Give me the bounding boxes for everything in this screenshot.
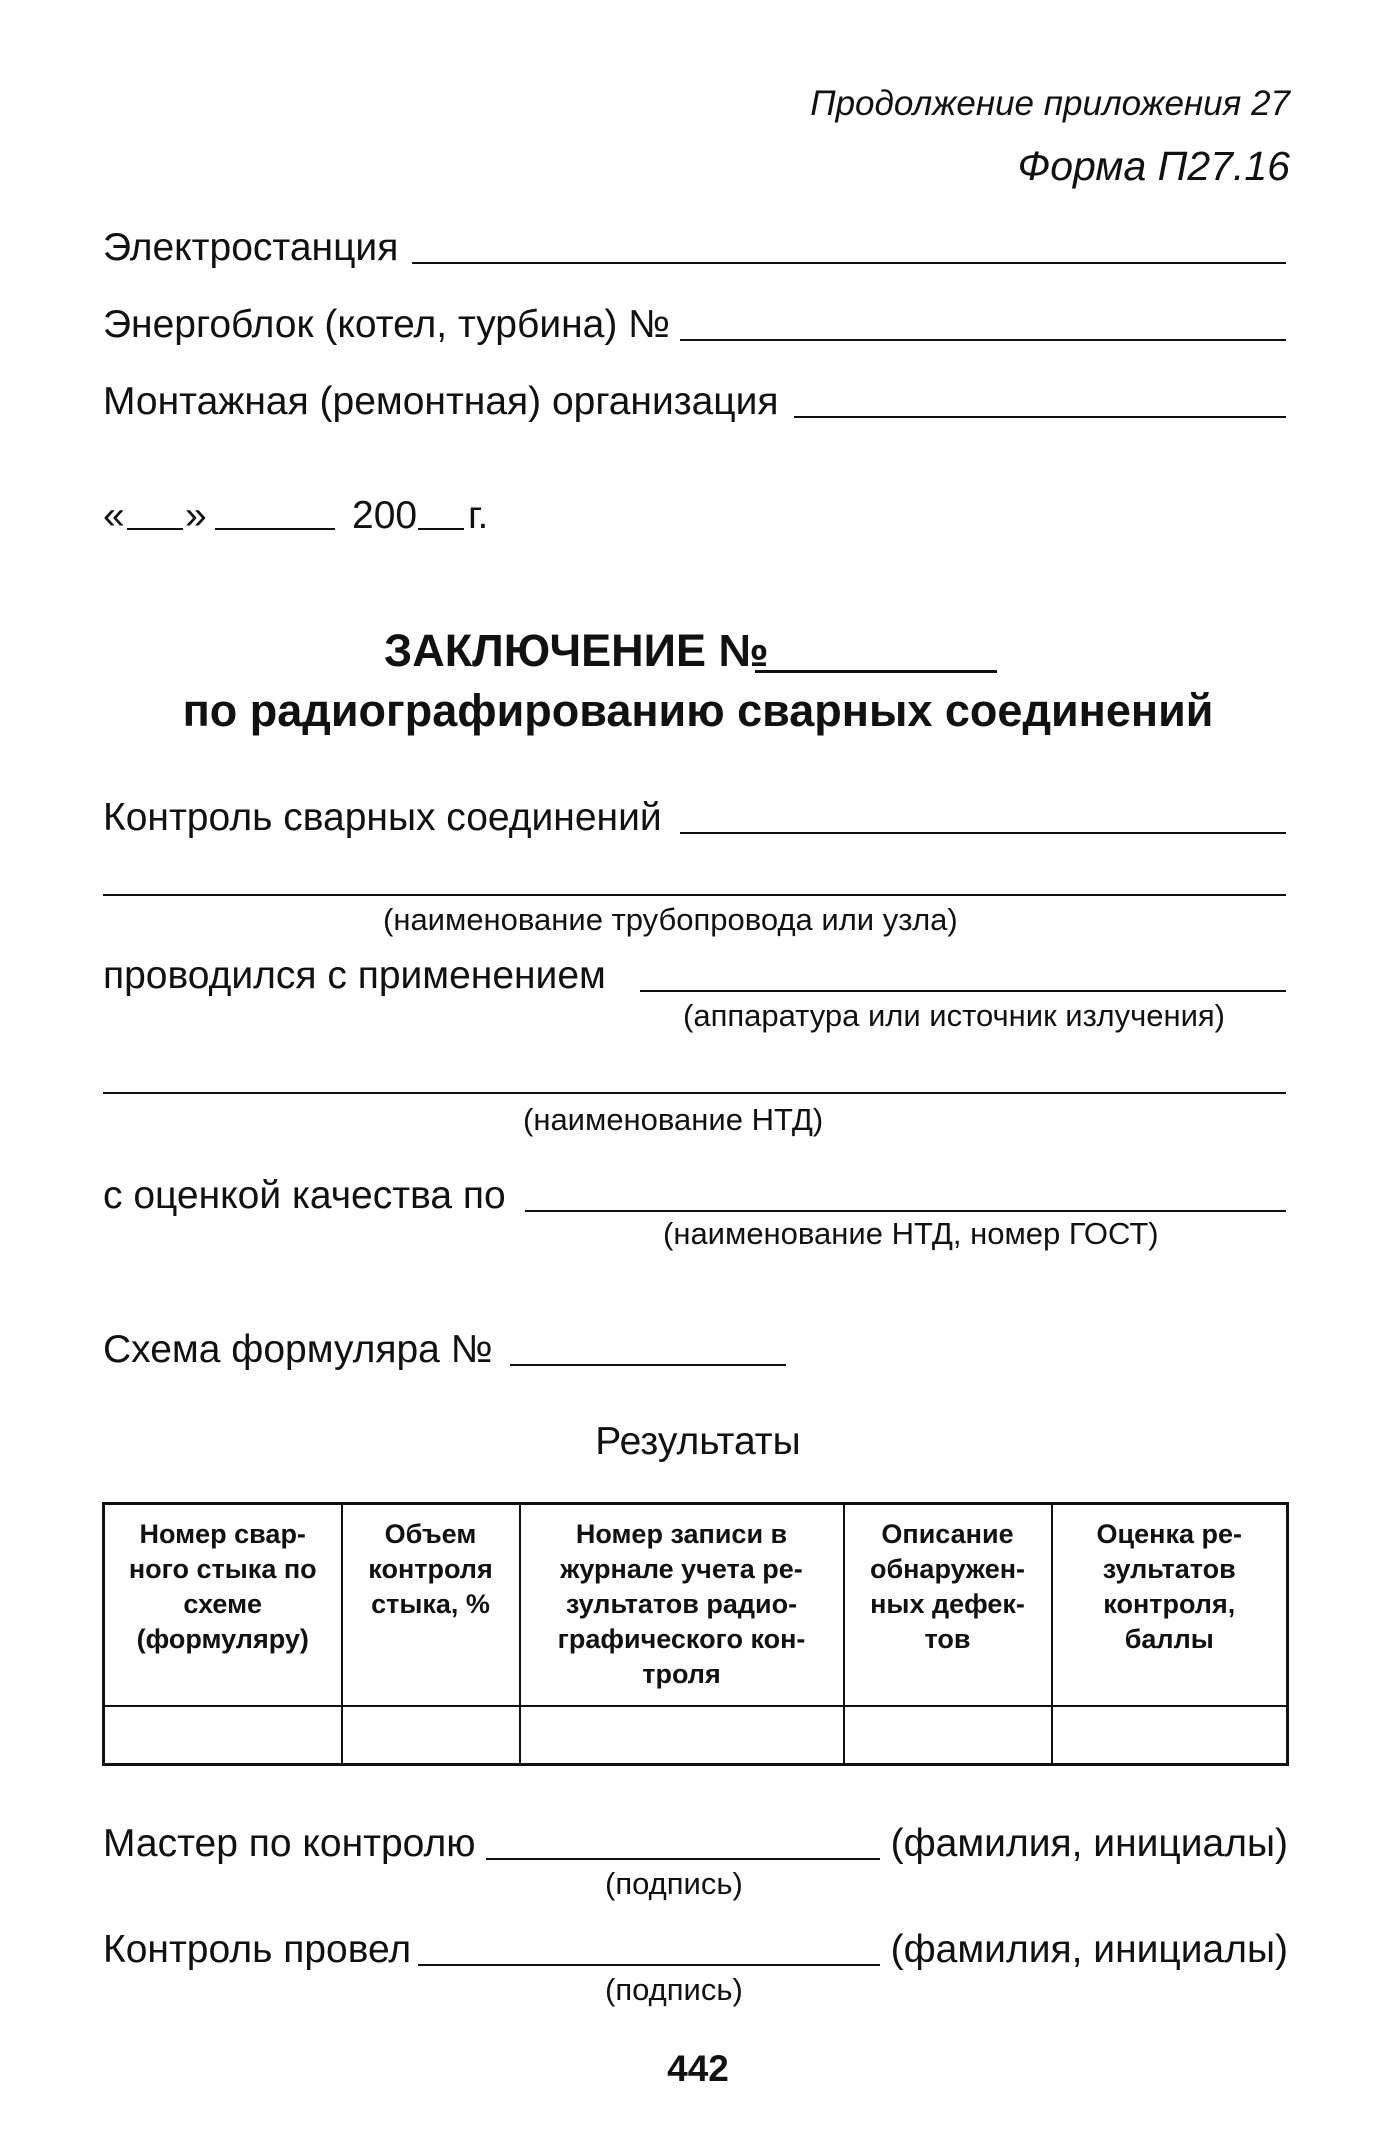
power-unit-field[interactable] [680,339,1286,341]
cell-journal-record[interactable] [520,1706,844,1765]
page-number: 442 [667,2048,729,2089]
ntd-field[interactable] [103,1092,1286,1094]
results-heading: Результаты [595,1420,801,1463]
cell-joint-number[interactable] [104,1706,342,1765]
date-quote-close: » [185,494,207,537]
gost-caption: (наименование НТД, номер ГОСТ) [663,1216,1159,1251]
conclusion-number-field[interactable] [755,670,997,673]
date-year-suffix: г. [468,494,489,537]
master-label: Мастер по контролю [103,1822,476,1865]
quality-field[interactable] [525,1210,1286,1212]
ntd-caption: (наименование НТД) [523,1102,824,1137]
cell-quality-score[interactable] [1052,1706,1288,1765]
pipeline-field[interactable] [103,894,1286,896]
continuation-note: Продолжение приложения 27 [810,84,1290,123]
performer-name-caption: (фамилия, инициалы) [890,1928,1288,1971]
conclusion-title: ЗАКЛЮЧЕНИЕ № [384,625,769,676]
table-row [104,1706,1288,1765]
scheme-number-field[interactable] [510,1364,786,1366]
pipeline-caption: (наименование трубопровода или узла) [383,902,958,937]
organization-label: Монтажная (ремонтная) организация [103,380,779,423]
apparatus-field[interactable] [640,990,1286,992]
applied-label: проводился с применением [103,954,606,997]
col-defect-description: Описание обнаружен-ных дефек-тов [844,1504,1052,1707]
date-day-field[interactable] [127,528,183,530]
master-name-caption: (фамилия, инициалы) [890,1822,1288,1865]
power-unit-label: Энергоблок (котел, турбина) № [103,303,671,346]
col-control-volume: Объем контроля стыка, % [342,1504,520,1707]
apparatus-caption: (аппаратура или источник излучения) [683,998,1226,1033]
performer-label: Контроль провел [103,1928,412,1971]
power-station-label: Электростанция [103,226,399,269]
organization-field[interactable] [794,416,1286,418]
power-station-field[interactable] [412,262,1286,264]
master-signature-field[interactable] [486,1858,880,1860]
results-table [102,1502,1289,1766]
date-year-field[interactable] [418,528,464,530]
conclusion-subtitle: по радиографированию сварных соединений [182,685,1214,736]
col-joint-number: Номер свар-ного стыка по схеме (формуляру) [104,1504,342,1707]
performer-signature-field[interactable] [418,1964,880,1966]
cell-control-volume[interactable] [342,1706,520,1765]
col-quality-score: Оценка ре-зультатов контроля, баллы [1052,1504,1288,1707]
performer-signature-caption: (подпись) [605,1972,743,2007]
control-label: Контроль сварных соединений [103,796,662,839]
form-id: Форма П27.16 [1017,143,1290,189]
col-journal-record: Номер записи в журнале учета ре-зультатов радио-графического кон-троля [520,1504,844,1707]
table-header-row [104,1504,1288,1707]
date-year-prefix: 200 [352,494,418,537]
quality-label: с оценкой качества по [103,1174,506,1217]
date-month-field[interactable] [215,528,335,530]
date-quote-open: « [103,494,125,537]
scheme-label: Схема формуляра № [103,1328,493,1371]
master-signature-caption: (подпись) [605,1866,743,1901]
cell-defect-description[interactable] [844,1706,1052,1765]
control-field[interactable] [680,832,1286,834]
